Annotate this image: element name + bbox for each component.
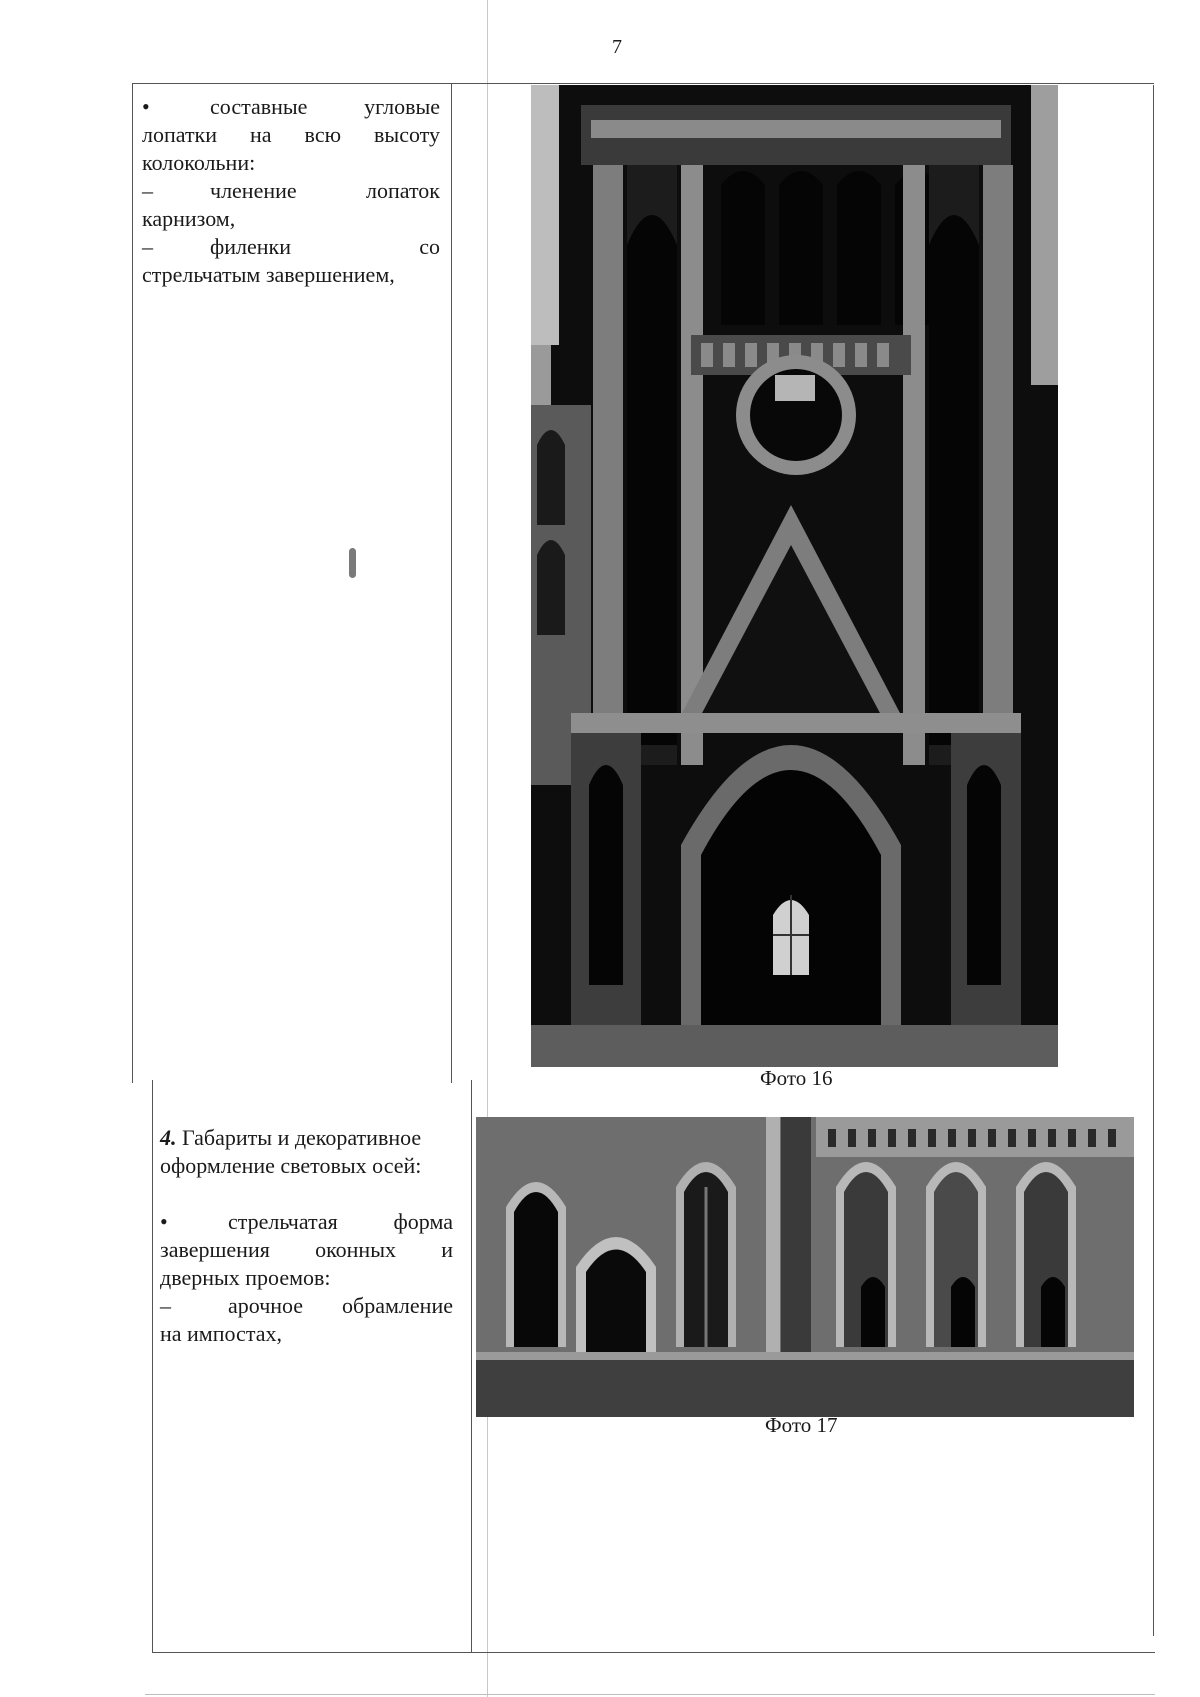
- table-border-top: [132, 83, 1154, 84]
- scan-smudge: [349, 548, 356, 578]
- section-1-text: [142, 93, 440, 289]
- photo-16-bell-tower: [531, 85, 1058, 1067]
- bullet-text-line-2: лопатки на всю высоту: [142, 122, 440, 147]
- dash-item-1-text: арочное обрамление: [228, 1293, 453, 1318]
- dash-item-1-continuation: на импостах,: [160, 1321, 282, 1346]
- bullet-text-line-3: колокольни:: [142, 150, 256, 175]
- dash-item-2-text: филенки со: [210, 234, 440, 259]
- section-4-heading-continuation: оформление световых осей:: [160, 1153, 422, 1178]
- section-4-heading-text: Габариты и декоративное: [182, 1125, 422, 1150]
- photo-16-image: [531, 85, 1058, 1067]
- bullet-text: стрельчатая форма: [228, 1209, 453, 1234]
- dash-symbol: –: [160, 1293, 171, 1318]
- dash-item-2-continuation: стрельчатым завершением,: [142, 262, 395, 287]
- dash-item-1: [142, 177, 440, 205]
- table-column-divider-upper: [451, 83, 452, 1083]
- table-column-divider-lower: [471, 1080, 472, 1652]
- photo-17-caption: Фото 17: [765, 1413, 838, 1437]
- section-1-bullet-row: [142, 93, 440, 121]
- dash-item-1-text: членение лопаток: [210, 178, 440, 203]
- section-4-number: 4.: [160, 1125, 177, 1150]
- bullet-text: составные угловые: [210, 94, 440, 119]
- bullet-text-line-3: дверных проемов:: [160, 1265, 331, 1290]
- section-4-heading: [160, 1124, 453, 1152]
- section-4-text: [160, 1124, 453, 1348]
- dash-item-2: [142, 233, 440, 261]
- bullet-symbol: •: [142, 94, 150, 119]
- bullet-text-line-2: завершения оконных и: [160, 1237, 453, 1262]
- dash-symbol: –: [142, 178, 153, 203]
- page-bottom-rule: [145, 1694, 1155, 1695]
- page-number: 7: [612, 36, 622, 58]
- dash-item-1: [160, 1292, 453, 1320]
- table-border-bottom: [152, 1652, 1155, 1653]
- bullet-symbol: •: [160, 1209, 168, 1234]
- scan-fold-line: [487, 0, 488, 1697]
- table-border-left-lower: [152, 1080, 153, 1652]
- photo-16-caption: Фото 16: [760, 1066, 833, 1090]
- photo-17-facade: [476, 1117, 1134, 1417]
- dash-symbol: –: [142, 234, 153, 259]
- dash-item-1-continuation: карнизом,: [142, 206, 236, 231]
- table-border-left-upper: [132, 83, 133, 1083]
- table-border-right: [1153, 85, 1154, 1636]
- photo-17-image: [476, 1117, 1134, 1417]
- section-4-bullet-row: [160, 1208, 453, 1236]
